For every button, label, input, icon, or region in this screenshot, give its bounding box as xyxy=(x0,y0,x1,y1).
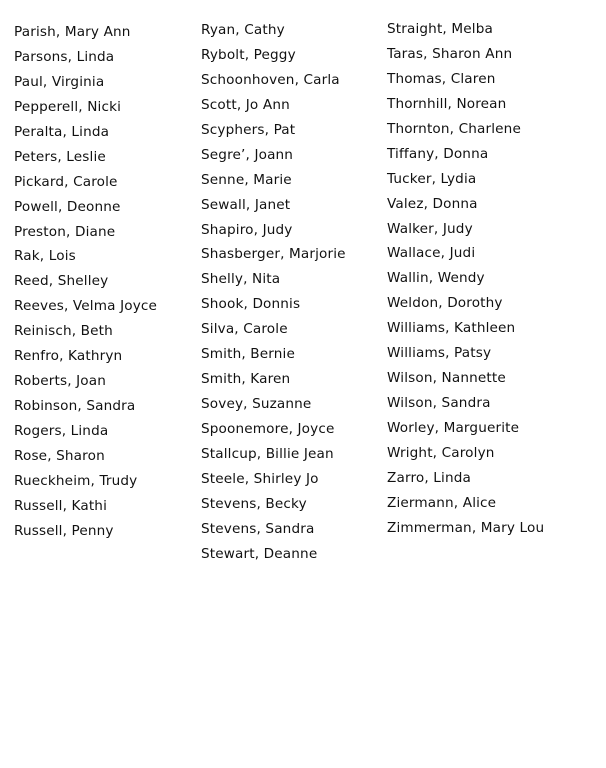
name-entry: Shasberger, Marjorie xyxy=(201,246,346,263)
name-entry: Peters, Leslie xyxy=(14,148,106,165)
name-entry: Rueckheim, Trudy xyxy=(14,472,138,489)
name-entry: Preston, Diane xyxy=(14,223,116,240)
name-entry: Pickard, Carole xyxy=(14,173,118,190)
name-column-1 xyxy=(14,20,157,544)
name-entry: Spoonemore, Joyce xyxy=(201,421,335,437)
name-entry: Wallace, Judi xyxy=(387,245,476,262)
name-entry: Straight, Melba xyxy=(387,21,493,37)
name-entry: Russell, Kathi xyxy=(14,497,108,514)
name-entry: Ryan, Cathy xyxy=(201,22,285,38)
name-entry: Taras, Sharon Ann xyxy=(387,45,513,62)
name-entry: Steele, Shirley Jo xyxy=(201,470,319,487)
name-entry: Zimmerman, Mary Lou xyxy=(387,519,545,536)
name-entry: Zarro, Linda xyxy=(387,469,471,486)
name-entry: Stewart, Deanne xyxy=(201,545,318,562)
name-entry: Smith, Karen xyxy=(201,371,291,388)
name-entry: Thornton, Charlene xyxy=(387,120,521,137)
name-entry: Segre’, Joann xyxy=(201,146,294,163)
name-entry: Renfro, Kathryn xyxy=(14,348,123,365)
name-entry: Roberts, Joan xyxy=(14,373,107,390)
name-entry: Valez, Donna xyxy=(387,195,478,212)
name-column-3 xyxy=(387,17,544,541)
name-entry: Scott, Jo Ann xyxy=(201,96,290,113)
name-entry: Stallcup, Billie Jean xyxy=(201,445,334,462)
name-entry: Schoonhoven, Carla xyxy=(201,71,340,88)
name-entry: Sovey, Suzanne xyxy=(201,396,312,413)
name-entry: Powell, Deonne xyxy=(14,198,121,215)
name-column-2 xyxy=(201,18,346,567)
name-entry: Parish, Mary Ann xyxy=(14,24,131,40)
name-entry: Shelly, Nita xyxy=(201,271,281,288)
name-entry: Rybolt, Peggy xyxy=(201,46,296,63)
name-entry: Shapiro, Judy xyxy=(201,221,293,238)
name-entry: Peralta, Linda xyxy=(14,123,110,140)
name-entry: Reinisch, Beth xyxy=(14,323,113,340)
name-entry: Senne, Marie xyxy=(201,171,292,188)
name-entry: Williams, Kathleen xyxy=(387,320,516,337)
name-entry: Reed, Shelley xyxy=(14,273,109,290)
name-entry: Wilson, Sandra xyxy=(387,395,491,412)
name-entry: Stevens, Sandra xyxy=(201,520,315,537)
name-entry: Worley, Marguerite xyxy=(387,420,520,436)
name-entry: Pepperell, Nicki xyxy=(14,98,122,115)
name-entry: Stevens, Becky xyxy=(201,495,307,512)
name-entry: Silva, Carole xyxy=(201,321,288,338)
name-entry: Wallin, Wendy xyxy=(387,270,485,287)
name-entry: Williams, Patsy xyxy=(387,345,492,362)
name-entry: Parsons, Linda xyxy=(14,48,115,65)
name-entry: Rak, Lois xyxy=(14,248,76,265)
name-entry: Rogers, Linda xyxy=(14,423,109,439)
name-entry: Sewall, Janet xyxy=(201,196,291,213)
name-entry: Tucker, Lydia xyxy=(387,170,477,187)
name-entry: Thornhill, Norean xyxy=(387,95,507,112)
name-entry: Paul, Virginia xyxy=(14,73,105,90)
name-entry: Smith, Bernie xyxy=(201,346,295,363)
name-entry: Shook, Donnis xyxy=(201,296,301,313)
name-entry: Wilson, Nannette xyxy=(387,370,506,387)
name-entry: Rose, Sharon xyxy=(14,447,105,464)
name-entry: Reeves, Velma Joyce xyxy=(14,298,158,315)
name-entry: Weldon, Dorothy xyxy=(387,295,503,312)
name-entry: Scyphers, Pat xyxy=(201,121,296,138)
name-entry: Tiffany, Donna xyxy=(387,145,489,162)
name-entry: Thomas, Claren xyxy=(387,70,496,87)
name-entry: Robinson, Sandra xyxy=(14,398,136,415)
name-entry: Ziermann, Alice xyxy=(387,494,497,511)
name-entry: Wright, Carolyn xyxy=(387,444,495,461)
name-entry: Russell, Penny xyxy=(14,522,114,539)
name-entry: Walker, Judy xyxy=(387,220,473,237)
